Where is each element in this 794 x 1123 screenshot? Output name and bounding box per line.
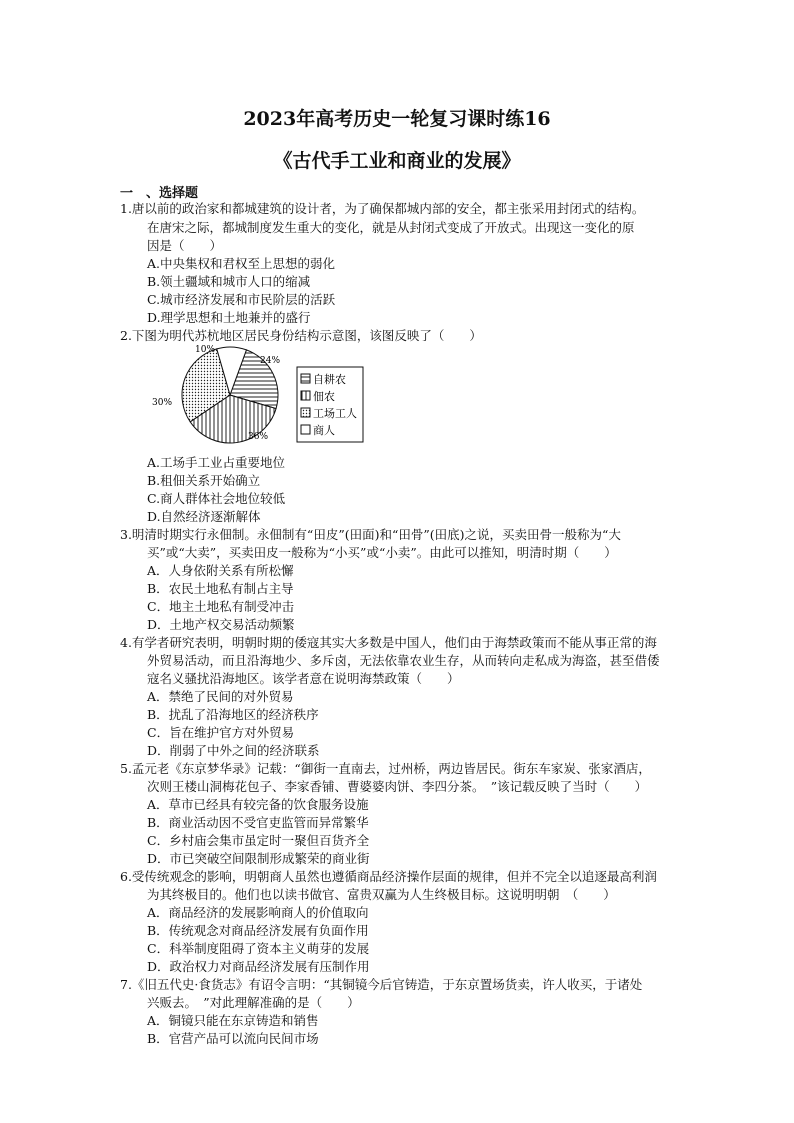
q7-stem-line1: 7.《旧五代史·食货志》有诏令言明：“其铜镜今后官铸造，于东京置场货卖，许人收买，于诸处 xyxy=(120,977,643,992)
legend-label-3: 工场工人 xyxy=(313,407,357,420)
q3-option-a: A．人身依附关系有所松懈 xyxy=(147,563,294,578)
q4-option-d: D．削弱了中外之间的经济联系 xyxy=(147,743,320,758)
q6-option-c: C．科举制度阻碍了资本主义萌芽的发展 xyxy=(147,941,370,956)
q6-option-d: D．政治权力对商品经济发展有压制作用 xyxy=(147,959,370,974)
q4-stem-line2: 外贸易活动，而且沿海地少、多斥卤，无法依靠农业生存，从而转向走私成为海盗，甚至借倭 xyxy=(147,653,660,668)
page-subtitle: 《古代手工业和商业的发展》 xyxy=(273,150,521,172)
q2-stem-line1: 2.下图为明代苏杭地区居民身份结构示意图，该图反映了（ ） xyxy=(120,328,482,343)
legend-label-2: 佃农 xyxy=(313,390,335,403)
q7-option-a: A．铜镜只能在东京铸造和销售 xyxy=(147,1013,319,1028)
legend-swatch-2 xyxy=(301,391,310,400)
q6-option-b: B．传统观念对商品经济发展有负面作用 xyxy=(147,923,369,938)
q5-option-b: B．商业活动因不受官吏监管而异常繁华 xyxy=(147,815,369,830)
q1-stem-line2: 在唐宋之际，都城制度发生重大的变化，就是从封闭式变成了开放式。出现这一变化的原 xyxy=(147,220,635,235)
pie-label-1: 24% xyxy=(260,356,281,366)
legend-label-4: 商人 xyxy=(313,424,335,437)
page-title: 2023年高考历史一轮复习课时练16 xyxy=(243,108,551,130)
q3-option-c: C．地主土地私有制受冲击 xyxy=(147,599,295,614)
q5-stem-line1: 5.孟元老《东京梦华录》记载：“御街一直南去，过州桥，两边皆居民。街东车家炭、张家酒店， xyxy=(120,761,651,776)
q2-option-a: A.工场手工业占重要地位 xyxy=(147,455,286,470)
q5-option-c: C．乡村庙会集市虽定时一聚但百货齐全 xyxy=(147,833,370,848)
q4-option-b: B．扰乱了沿海地区的经济秩序 xyxy=(147,707,319,722)
pie-label-4: 10% xyxy=(195,345,216,355)
q2-option-c: C.商人群体社会地位较低 xyxy=(147,491,286,506)
q7-option-b: B．官营产品可以流向民间市场 xyxy=(147,1031,319,1046)
q4-option-a: A．禁绝了民间的对外贸易 xyxy=(147,689,294,704)
q3-stem-line2: 买”或“大卖”，买卖田皮一般称为“小买”或“小卖”。由此可以推知，明清时期（ ） xyxy=(147,545,617,560)
q4-stem-line3: 寇名义骚扰沿海地区。该学者意在说明海禁政策（ ） xyxy=(147,671,460,686)
legend-label-1: 自耕农 xyxy=(313,373,346,386)
q1-option-a: A.中央集权和君权至上思想的弱化 xyxy=(147,256,336,271)
legend-swatch-3 xyxy=(301,408,310,417)
q5-option-a: A．草市已经具有较完备的饮食服务设施 xyxy=(147,797,369,812)
section-heading: 一 、选择题 xyxy=(120,186,199,201)
q1-option-b: B.领土疆域和城市人口的缩减 xyxy=(147,274,311,289)
q2-option-b: B.租佃关系开始确立 xyxy=(147,473,261,488)
q3-option-b: B．农民土地私有制占主导 xyxy=(147,581,294,596)
q7-stem-line2: 兴贩去。 ”对此理解准确的是（ ） xyxy=(147,995,360,1010)
q4-option-c: C．旨在维护官方对外贸易 xyxy=(147,725,295,740)
legend-swatch-1 xyxy=(301,374,310,383)
pie-label-2: 36% xyxy=(248,432,269,442)
q6-stem-line1: 6.受传统观念的影响，明朝商人虽然也遵循商品经济操作层面的规律，但并不完全以追逐最高利润 xyxy=(120,869,657,884)
q3-stem-line1: 3.明清时期实行永佃制。永佃制有“田皮”(田面)和“田骨”(田底)之说，买卖田骨一般称为“大 xyxy=(120,527,621,542)
q6-option-a: A．商品经济的发展影响商人的价值取向 xyxy=(147,905,369,920)
pie-label-3: 30% xyxy=(152,398,173,408)
pie-chart xyxy=(140,343,400,451)
q5-stem-line2: 次则王楼山洞梅花包子、李家香铺、曹婆婆肉饼、李四分茶。 ”该记载反映了当时（ ） xyxy=(147,779,648,794)
q4-stem-line1: 4.有学者研究表明，明朝时期的倭寇其实大多数是中国人，他们由于海禁政策而不能从事正常的海 xyxy=(120,635,657,650)
q5-option-d: D．市已突破空间限制形成繁荣的商业街 xyxy=(147,851,370,866)
q1-option-d: D.理学思想和土地兼并的盛行 xyxy=(147,310,311,325)
legend-swatch-4 xyxy=(301,425,310,434)
q1-stem-line1: 1.唐以前的政治家和都城建筑的设计者，为了确保都城内部的安全，都主张采用封闭式的结构。 xyxy=(120,201,645,216)
q1-stem-line3: 因是（ ） xyxy=(147,238,223,253)
q1-option-c: C.城市经济发展和市民阶层的活跃 xyxy=(147,292,336,307)
q6-stem-line2: 为其终极目的。他们也以读书做官、富贵双赢为人生终极目标。这说明明朝 （ ） xyxy=(147,887,616,902)
q3-option-d: D．土地产权交易活动频繁 xyxy=(147,617,295,632)
q2-option-d: D.自然经济逐渐解体 xyxy=(147,509,261,524)
